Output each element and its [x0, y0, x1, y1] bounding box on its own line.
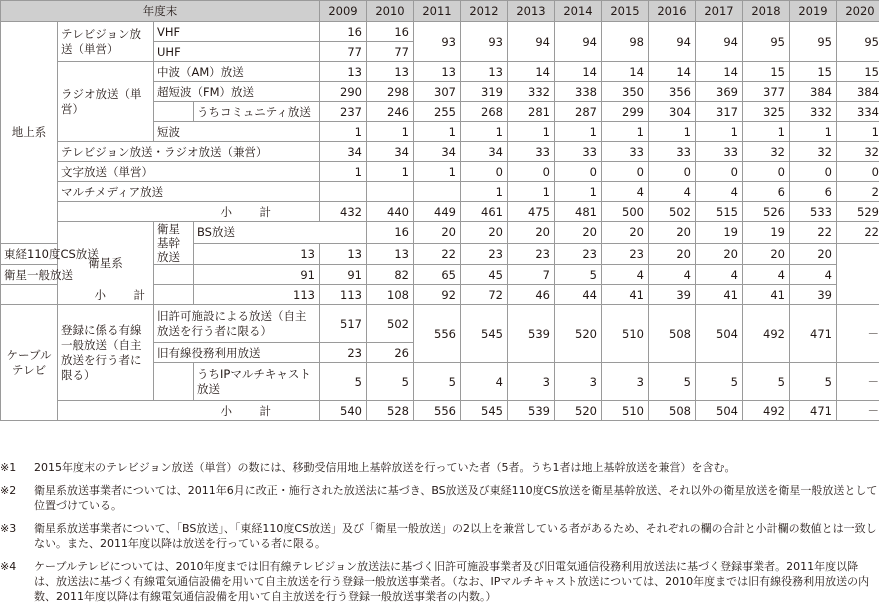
cell: 384: [790, 82, 837, 102]
cell: 1: [508, 122, 555, 142]
cell: 20: [649, 222, 696, 244]
cell: 540: [320, 401, 367, 421]
cell: 5: [790, 363, 837, 401]
indent-spacer: [154, 363, 194, 401]
cell: 1: [461, 122, 508, 142]
year-header: 2017: [696, 1, 743, 22]
table-row-multimedia: [1, 182, 879, 202]
cell: 77: [367, 42, 414, 62]
cell: 20: [790, 243, 837, 265]
cell: 13: [320, 62, 367, 82]
footnote: [0, 483, 879, 513]
cell: 0: [508, 162, 555, 182]
table-row-cable-old-permit: [1, 305, 879, 343]
cell: 6: [743, 182, 790, 202]
cell: 39: [649, 285, 696, 305]
cell: 332: [508, 82, 555, 102]
cell: 500: [602, 202, 649, 222]
row-label-vhf: VHF: [154, 22, 320, 42]
row-label-tv-single: テレビジョン放送（単営）: [58, 22, 154, 62]
cell: －: [837, 305, 879, 363]
year-header: 2015: [602, 1, 649, 22]
cell: 0: [555, 162, 602, 182]
cell: 16: [367, 222, 414, 244]
cell: 5: [555, 265, 602, 285]
cell: 317: [696, 102, 743, 122]
cell: 113: [194, 285, 320, 305]
cell: 246: [367, 102, 414, 122]
cell: 1: [320, 162, 367, 182]
cell: [367, 182, 414, 202]
cell: 1: [555, 122, 602, 142]
cell: 91: [194, 265, 320, 285]
cell: 461: [461, 202, 508, 222]
cell: 1: [508, 182, 555, 202]
cell: 539: [508, 305, 555, 363]
cell: 22: [790, 222, 837, 244]
cell: 529: [837, 202, 879, 222]
cell: 0: [461, 162, 508, 182]
cell: 508: [649, 401, 696, 421]
cell: 539: [508, 401, 555, 421]
cell: 34: [414, 142, 461, 162]
cell: 20: [649, 243, 696, 265]
cell: 1: [367, 122, 414, 142]
cell: 14: [696, 62, 743, 82]
cell: 13: [194, 243, 320, 265]
cell: 5: [414, 363, 461, 401]
cell: 4: [602, 265, 649, 285]
header-row: [1, 1, 879, 22]
row-label-sw: 短波: [154, 122, 320, 142]
cell: 471: [790, 401, 837, 421]
row-label-cable-reg: 登録に係る有線一般放送（自主放送を行う者に限る）: [58, 305, 154, 401]
cell: 334: [837, 102, 879, 122]
cell: 13: [414, 62, 461, 82]
cell: 15: [837, 62, 879, 82]
table-row-vhf: [1, 22, 879, 42]
cell: 33: [555, 142, 602, 162]
cell: 545: [461, 401, 508, 421]
cell: 33: [508, 142, 555, 162]
cell: 4: [649, 265, 696, 285]
cell: 504: [696, 401, 743, 421]
row-label-sat-general: 衛星一般放送: [1, 265, 194, 285]
year-header: 2018: [743, 1, 790, 22]
cell: 65: [414, 265, 461, 285]
cell: 20: [414, 222, 461, 244]
cell: 92: [414, 285, 461, 305]
cell: 23: [320, 343, 367, 363]
table-row-bs: [1, 222, 879, 244]
cell: 26: [367, 343, 414, 363]
table-row-mw: [1, 62, 879, 82]
cell: 13: [367, 243, 414, 265]
row-label-sat-basic: 衛星基幹放送: [154, 222, 194, 265]
cell: 5: [696, 363, 743, 401]
footnotes: [0, 460, 879, 612]
cell: 377: [743, 82, 790, 102]
cell: [414, 182, 461, 202]
cell: 338: [555, 82, 602, 102]
cell: 299: [602, 102, 649, 122]
cell: －: [837, 363, 879, 401]
row-label-fm: 超短波（FM）放送: [154, 82, 320, 102]
cell: 4: [743, 265, 790, 285]
cell: 34: [461, 142, 508, 162]
cell: 384: [837, 82, 879, 102]
cell: 471: [790, 305, 837, 363]
cell: 108: [367, 285, 414, 305]
cell: 504: [696, 305, 743, 363]
cell: 16: [320, 22, 367, 42]
cell: 95: [743, 22, 790, 62]
cell: 319: [461, 82, 508, 102]
group-satellite: 衛星系: [58, 222, 154, 305]
year-header: 2012: [461, 1, 508, 22]
cell: 492: [743, 401, 790, 421]
footnote-text: 衛星系放送事業者については、2011年6月に改正・施行された放送法に基づき、BS放送及び東経110度CS放送を衛星基幹放送、それ以外の衛星放送を衛星一般放送として位置づけている。: [34, 484, 877, 512]
cell: 41: [602, 285, 649, 305]
cell: 449: [414, 202, 461, 222]
cell: 1: [649, 122, 696, 142]
row-label-cable-old-service: 旧有線役務利用放送: [154, 343, 320, 363]
cell: 32: [837, 142, 879, 162]
cell: 1: [461, 182, 508, 202]
cell: 94: [649, 22, 696, 62]
cell: 369: [696, 82, 743, 102]
table-row-text: [1, 162, 879, 182]
cell: 41: [743, 285, 790, 305]
subtotal-label: 小 計: [58, 202, 320, 222]
cell: 356: [649, 82, 696, 102]
cell: 0: [790, 162, 837, 182]
cell: 45: [461, 265, 508, 285]
cell: 1: [790, 122, 837, 142]
cell: 281: [508, 102, 555, 122]
cell: 93: [414, 22, 461, 62]
cell: 20: [508, 222, 555, 244]
cell: 4: [790, 265, 837, 285]
cell: 20: [555, 222, 602, 244]
cell: 93: [461, 22, 508, 62]
cell: 23: [508, 243, 555, 265]
cell: 5: [367, 363, 414, 401]
cell: 14: [602, 62, 649, 82]
year-header: 2011: [414, 1, 461, 22]
cell: 13: [320, 243, 367, 265]
footnote-mark: ※1: [0, 460, 16, 475]
cell: 95: [837, 22, 879, 62]
table-row-terrestrial-subtotal: [1, 202, 879, 222]
cell: 20: [743, 243, 790, 265]
cell: 34: [367, 142, 414, 162]
year-header: 2020: [837, 1, 879, 22]
cell: 33: [649, 142, 696, 162]
cell: 4: [696, 265, 743, 285]
cell: 287: [555, 102, 602, 122]
cell: 77: [320, 42, 367, 62]
footnote-mark: ※2: [0, 483, 16, 498]
cell: 22: [837, 222, 879, 244]
cell: 0: [743, 162, 790, 182]
cell: 15: [790, 62, 837, 82]
cell: 23: [555, 243, 602, 265]
table-row-cs110: [1, 243, 879, 265]
cell: [320, 182, 367, 202]
row-label-radio-single: ラジオ放送（単営）: [58, 62, 154, 142]
cell: 350: [602, 82, 649, 102]
cell: 20: [696, 243, 743, 265]
cell: 255: [414, 102, 461, 122]
row-label-multimedia: マルチメディア放送: [58, 182, 320, 202]
cell: 307: [414, 82, 461, 102]
cell: 46: [508, 285, 555, 305]
cell: 502: [649, 202, 696, 222]
cell: 1: [414, 122, 461, 142]
year-header: 2019: [790, 1, 837, 22]
row-label-text: 文字放送（単営）: [58, 162, 320, 182]
cell: 44: [555, 285, 602, 305]
cell: 0: [602, 162, 649, 182]
cell: 492: [743, 305, 790, 363]
cell: 268: [461, 102, 508, 122]
cell: 4: [696, 182, 743, 202]
cell: 508: [649, 305, 696, 363]
cell: 0: [696, 162, 743, 182]
footnote-text: ケーブルテレビについては、2010年度までは旧有線テレビジョン放送法に基づく旧許可施設事業者及び旧電気通信役務利用放送法に基づく登録事業者。2011年度以降は、放送法に基づく有線電気通信設備を用いて自主放送を行う登録一般放送事業者。（なお、IPマルチキャスト放送については、2010年度までは旧有線役務利用放送の内数、2011年度以降は有線電気通信設備を用いて自主放送を行う登録一般放送事業者の内数。）: [34, 560, 869, 603]
cell: 33: [696, 142, 743, 162]
row-label-mw: 中波（AM）放送: [154, 62, 320, 82]
cell: 1: [837, 122, 879, 142]
year-header: 2009: [320, 1, 367, 22]
cell: 19: [696, 222, 743, 244]
table-row-cable-subtotal: [1, 401, 879, 421]
cell: 4: [649, 182, 696, 202]
indent-spacer: [154, 102, 194, 122]
cell: 1: [555, 182, 602, 202]
cell: 15: [743, 62, 790, 82]
cell: 94: [555, 22, 602, 62]
cell: 6: [790, 182, 837, 202]
cell: 502: [367, 305, 414, 343]
row-label-community: うちコミュニティ放送: [194, 102, 320, 122]
cell: 3: [508, 363, 555, 401]
cell: 510: [602, 305, 649, 363]
cell: 533: [790, 202, 837, 222]
footnote: [0, 559, 879, 604]
cell: 1: [743, 122, 790, 142]
row-label-cable-old-permit: 旧許可施設による放送（自主放送を行う者に限る）: [154, 305, 320, 343]
row-label-ip-multicast: うちIPマルチキャスト放送: [194, 363, 320, 401]
group-terrestrial: 地上系: [1, 22, 58, 244]
cell: 1: [602, 122, 649, 142]
cell: 94: [696, 22, 743, 62]
cell: 237: [320, 102, 367, 122]
footnote-text: 衛星系放送事業者について、「BS放送」、「東経110度CS放送」及び「衛星一般放送」の2以上を兼営している者があるため、それぞれの欄の合計と小計欄の数値とは一致しない。また、2011年度以降は放送を行っている者に限る。: [34, 522, 877, 550]
cell: 2: [837, 182, 879, 202]
footnote: [0, 460, 879, 475]
cell: 39: [790, 285, 837, 305]
cell: 13: [461, 62, 508, 82]
cell: 5: [649, 363, 696, 401]
cell: 517: [320, 305, 367, 343]
table-row-sat-general: [1, 265, 879, 285]
row-label-tv-radio: テレビジョン放送・ラジオ放送（兼営）: [58, 142, 320, 162]
cell: 98: [602, 22, 649, 62]
cell: 20: [602, 222, 649, 244]
cell: 22: [414, 243, 461, 265]
cell: 19: [743, 222, 790, 244]
cell: 5: [320, 363, 367, 401]
row-label-uhf: UHF: [154, 42, 320, 62]
cell: 545: [461, 305, 508, 363]
subtotal-label: 小 計: [1, 285, 194, 305]
cell: 14: [555, 62, 602, 82]
year-header: 2014: [555, 1, 602, 22]
cell: 14: [508, 62, 555, 82]
cell: 33: [602, 142, 649, 162]
cell: 32: [790, 142, 837, 162]
footnote-mark: ※3: [0, 521, 16, 536]
cell: 113: [320, 285, 367, 305]
cell: －: [837, 401, 879, 421]
row-label-bs: BS放送: [194, 222, 367, 244]
cell: 556: [414, 305, 461, 363]
cell: 23: [602, 243, 649, 265]
cell: 556: [414, 401, 461, 421]
footnote-text: 2015年度末のテレビジョン放送（単営）の数には、移動受信用地上基幹放送を行っていた者（5者。うち1者は地上基幹放送を兼営）を含む。: [34, 461, 736, 474]
cell: 20: [461, 222, 508, 244]
cell: 3: [602, 363, 649, 401]
cell: 94: [508, 22, 555, 62]
cell: 290: [320, 82, 367, 102]
cell: 1: [367, 162, 414, 182]
row-label-cs110: 東経110度CS放送: [1, 243, 154, 265]
cell: 481: [555, 202, 602, 222]
footnote: [0, 521, 879, 551]
cell: 520: [555, 305, 602, 363]
table-row-tv-radio: [1, 142, 879, 162]
cell: 95: [790, 22, 837, 62]
header-label: 年度末: [1, 1, 320, 22]
subtotal-label: 小 計: [58, 401, 320, 421]
cell: 0: [649, 162, 696, 182]
cell: 475: [508, 202, 555, 222]
cell: 332: [790, 102, 837, 122]
cell: 34: [320, 142, 367, 162]
group-cable: ケーブルテレビ: [1, 305, 58, 421]
cell: 510: [602, 401, 649, 421]
cell: 32: [743, 142, 790, 162]
cell: 515: [696, 202, 743, 222]
cell: 432: [320, 202, 367, 222]
cell: 526: [743, 202, 790, 222]
cell: 41: [696, 285, 743, 305]
cell: 16: [367, 22, 414, 42]
cell: 528: [367, 401, 414, 421]
footnote-mark: ※4: [0, 559, 16, 574]
cell: 1: [320, 122, 367, 142]
cell: 7: [508, 265, 555, 285]
cell: 440: [367, 202, 414, 222]
cell: 520: [555, 401, 602, 421]
year-header: 2013: [508, 1, 555, 22]
cell: 5: [743, 363, 790, 401]
cell: 91: [320, 265, 367, 285]
cell: 3: [555, 363, 602, 401]
cell: 1: [414, 162, 461, 182]
cell: 72: [461, 285, 508, 305]
cell: 298: [367, 82, 414, 102]
cell: 4: [602, 182, 649, 202]
cell: 23: [461, 243, 508, 265]
cell: 82: [367, 265, 414, 285]
cell: 13: [367, 62, 414, 82]
cell: 1: [696, 122, 743, 142]
year-header: 2010: [367, 1, 414, 22]
year-header: 2016: [649, 1, 696, 22]
cell: 4: [461, 363, 508, 401]
cell: 14: [649, 62, 696, 82]
cell: 0: [837, 162, 879, 182]
cell: 325: [743, 102, 790, 122]
table-row-satellite-subtotal: [1, 285, 879, 305]
cell: 304: [649, 102, 696, 122]
